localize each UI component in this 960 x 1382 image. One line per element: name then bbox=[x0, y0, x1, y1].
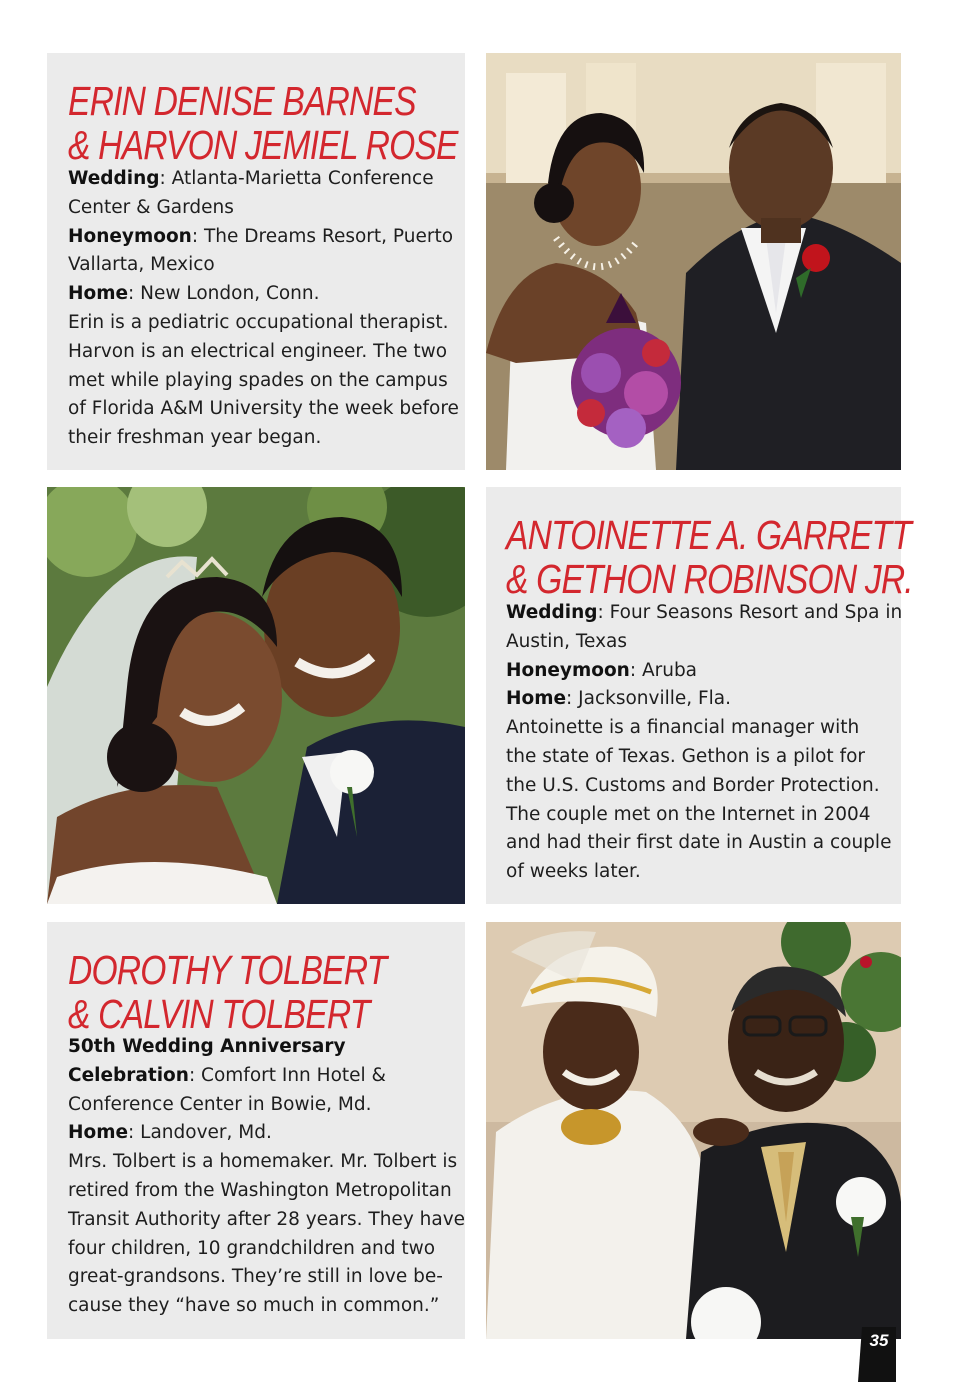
body-line: four children, 10 grandchildren and two bbox=[68, 1237, 436, 1259]
body-line: Mrs. Tolbert is a homemaker. Mr. Tolbert is bbox=[68, 1151, 458, 1173]
couple-2-title bbox=[506, 513, 960, 601]
body-line: Wedding: Four Seasons Resort and Spa in bbox=[506, 602, 903, 623]
couple-3-body bbox=[68, 1033, 465, 1321]
body-line: Transit Authority after 28 years. They have bbox=[68, 1208, 466, 1230]
body-line: Honeymoon: Aruba bbox=[506, 659, 698, 681]
couple-1-panel bbox=[47, 53, 465, 470]
couple-3-title-line-1: DOROTHY TOLBERT bbox=[68, 947, 387, 993]
body-line: Austin, Texas bbox=[506, 630, 628, 652]
body-line: of weeks later. bbox=[506, 861, 641, 883]
body-line: Center & Gardens bbox=[68, 196, 234, 218]
body-line: Antoinette is a financial manager with bbox=[506, 717, 860, 739]
couple-1-body bbox=[68, 165, 459, 453]
body-line: Celebration: Comfort Inn Hotel & bbox=[68, 1064, 386, 1086]
body-line: their freshman year began. bbox=[68, 427, 322, 449]
body-line: the U.S. Customs and Border Protection. bbox=[506, 774, 880, 796]
body-line: and had their first date in Austin a couple bbox=[506, 832, 892, 854]
body-line: met while playing spades on the campus bbox=[68, 369, 448, 391]
body-line: cause they “have so much in common.” bbox=[68, 1295, 440, 1317]
couple-2-title-line-1: ANTOINETTE A. GARRETT bbox=[506, 512, 911, 558]
body-line: Honeymoon: The Dreams Resort, Puerto bbox=[68, 225, 454, 247]
couple-1-title-line-1: ERIN DENISE BARNES bbox=[68, 78, 416, 124]
couple-3-title bbox=[68, 948, 456, 1036]
body-line: retired from the Washington Metropolitan bbox=[68, 1179, 452, 1201]
body-line: 50th Wedding Anniversary bbox=[68, 1036, 346, 1057]
body-line: Home: New London, Conn. bbox=[68, 283, 320, 305]
couple-3-photo bbox=[486, 922, 901, 1339]
couple-2-title-line-2: & GETHON ROBINSON JR. bbox=[506, 556, 913, 602]
body-line: Home: Jacksonville, Fla. bbox=[506, 688, 732, 710]
couple-1-title bbox=[68, 79, 543, 167]
body-line: Harvon is an electrical engineer. The two bbox=[68, 340, 448, 362]
couple-3-panel bbox=[47, 922, 465, 1339]
body-line: The couple met on the Internet in 2004 bbox=[506, 803, 871, 825]
body-line: of Florida A&M University the week before bbox=[68, 398, 459, 420]
couple-2-body bbox=[506, 599, 902, 887]
body-line: the state of Texas. Gethon is a pilot for bbox=[506, 745, 866, 767]
couple-3-title-line-2: & CALVIN TOLBERT bbox=[68, 991, 370, 1037]
body-line: Erin is a pediatric occupational therapist. bbox=[68, 311, 449, 333]
couple-1-photo bbox=[486, 53, 901, 470]
couple-1-title-line-2: & HARVON JEMIEL ROSE bbox=[68, 122, 458, 168]
body-line: Conference Center in Bowie, Md. bbox=[68, 1093, 372, 1115]
body-line: Vallarta, Mexico bbox=[68, 254, 215, 276]
body-line: Home: Landover, Md. bbox=[68, 1122, 272, 1144]
body-line: great-grandsons. They’re still in love be- bbox=[68, 1266, 443, 1288]
body-line: Wedding: Atlanta-Marietta Conference bbox=[68, 168, 434, 189]
couple-2-panel bbox=[486, 487, 913, 904]
page-number: 35 bbox=[869, 1331, 889, 1350]
couple-2-photo bbox=[47, 487, 465, 904]
